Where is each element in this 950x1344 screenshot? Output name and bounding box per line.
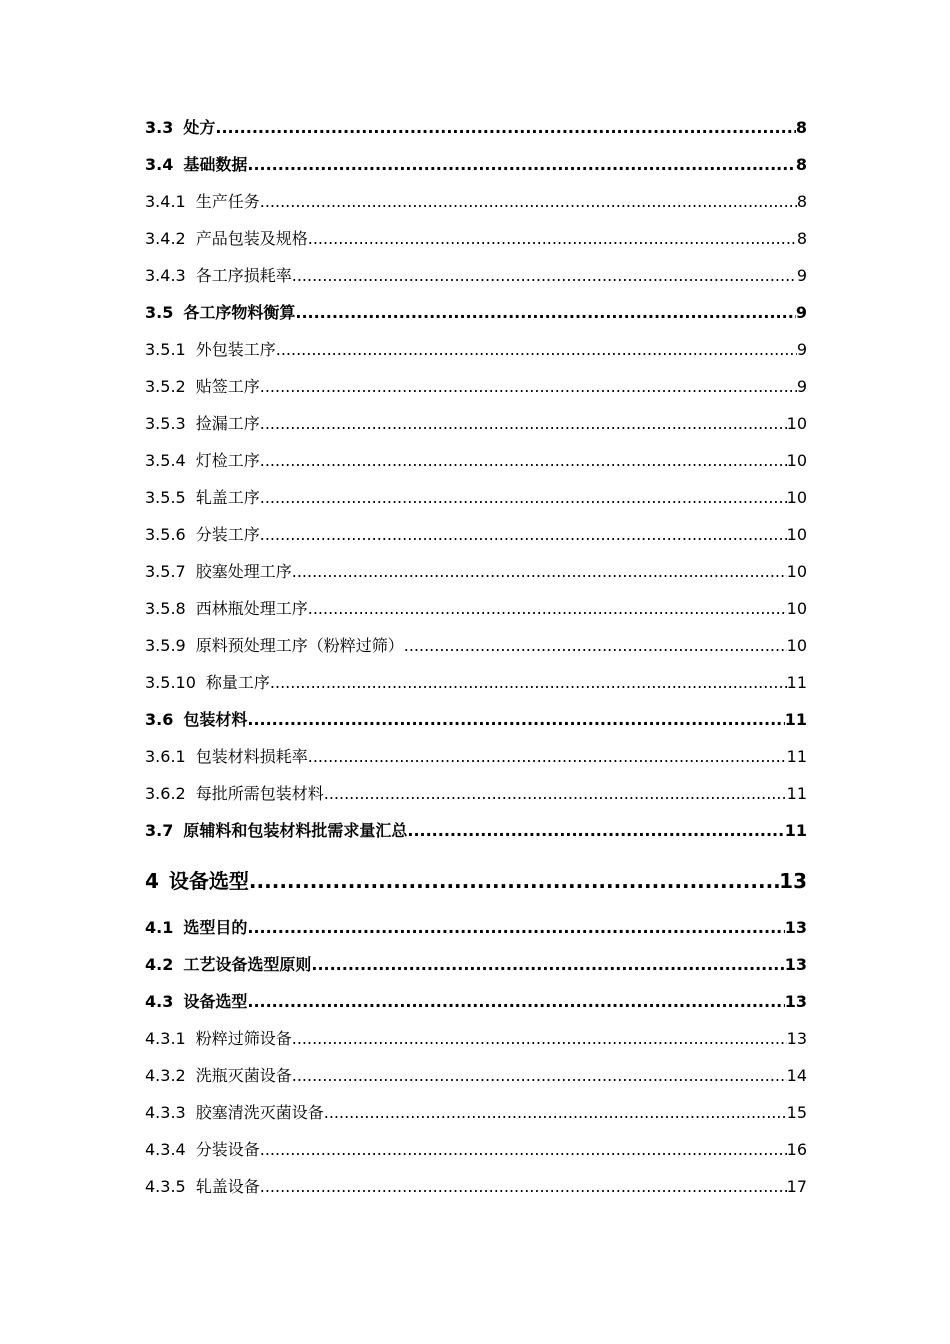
toc-dot-leader: [247, 146, 796, 183]
toc-entry[interactable]: [145, 1057, 807, 1094]
toc-entry[interactable]: [145, 946, 807, 983]
toc-entry-title: 分装工序: [195, 525, 260, 544]
toc-dot-leader: [292, 1057, 787, 1094]
toc-entry-page-number: 10: [786, 636, 807, 655]
toc-entry-number: 3.5.5: [145, 488, 186, 507]
toc-entry[interactable]: [145, 109, 807, 146]
toc-dot-leader: [292, 257, 797, 294]
toc-dot-leader: [260, 183, 797, 220]
toc-entry-number: 3.5.10: [145, 673, 196, 692]
toc-entry-number: 4.3.2: [145, 1066, 186, 1085]
toc-entry-number: 4.2: [145, 955, 174, 974]
toc-entry-title: 基础数据: [183, 155, 248, 174]
toc-entry-page-number: 11: [786, 784, 807, 803]
toc-dot-leader: [260, 405, 787, 442]
toc-entry-page-number: 10: [786, 562, 807, 581]
toc-entry-number: 3.5.6: [145, 525, 186, 544]
toc-entry-title: 各工序物料衡算: [183, 303, 296, 322]
toc-entry-page-number: 9: [796, 340, 807, 359]
toc-dot-leader: [215, 109, 796, 146]
toc-dot-leader: [324, 775, 787, 812]
toc-entry-number: 4.3.1: [145, 1029, 186, 1048]
toc-dot-leader: [276, 331, 797, 368]
toc-dot-leader: [247, 909, 784, 946]
toc-entry-page-number: 10: [786, 414, 807, 433]
toc-entry-number: 3.5.2: [145, 377, 186, 396]
toc-entry-page-number: 10: [786, 488, 807, 507]
toc-entry-number: 3.5.3: [145, 414, 186, 433]
toc-entry-page-number: 13: [786, 1029, 807, 1048]
toc-dot-leader: [404, 627, 787, 664]
toc-entry-page-number: 11: [784, 821, 807, 840]
toc-entry[interactable]: [145, 183, 807, 220]
toc-dot-leader: [260, 516, 787, 553]
toc-entry-title: 设备选型: [183, 992, 248, 1011]
toc-dot-leader: [270, 664, 787, 701]
toc-entry[interactable]: [145, 257, 807, 294]
toc-dot-leader: [324, 1094, 787, 1131]
toc-entry[interactable]: [145, 812, 807, 849]
toc-entry-title: 设备选型: [168, 869, 249, 893]
toc-entry[interactable]: [145, 590, 807, 627]
toc-entry[interactable]: [145, 442, 807, 479]
toc-entry-number: 3.4: [145, 155, 174, 174]
toc-entry[interactable]: [145, 553, 807, 590]
toc-entry-title: 每批所需包装材料: [195, 784, 324, 803]
toc-entry-page-number: 11: [786, 747, 807, 766]
toc-entry-title: 贴签工序: [195, 377, 260, 396]
toc-entry-page-number: 9: [796, 377, 807, 396]
toc-entry-title: 原辅料和包装材料批需求量汇总: [183, 821, 408, 840]
toc-entry[interactable]: [145, 146, 807, 183]
toc-entry-page-number: 8: [795, 155, 807, 174]
toc-dot-leader: [292, 1020, 787, 1057]
toc-entry[interactable]: [145, 701, 807, 738]
toc-entry[interactable]: [145, 1131, 807, 1168]
toc-entry-title: 西林瓶处理工序: [195, 599, 308, 618]
toc-entry-number: 4.3: [145, 992, 174, 1011]
toc-entry[interactable]: [145, 516, 807, 553]
toc-entry-title: 选型目的: [183, 918, 248, 937]
toc-entry-number: 4.3.3: [145, 1103, 186, 1122]
toc-entry-title: 粉粹过筛设备: [195, 1029, 292, 1048]
toc-entry-number: 3.7: [145, 821, 174, 840]
toc-entry-page-number: 10: [786, 599, 807, 618]
toc-dot-leader: [260, 479, 787, 516]
toc-entry[interactable]: [145, 294, 807, 331]
toc-entry-page-number: 8: [795, 118, 807, 137]
toc-entry-number: 3.4.2: [145, 229, 186, 248]
toc-entry-number: 3.5.9: [145, 636, 186, 655]
toc-entry[interactable]: [145, 405, 807, 442]
toc-entry-title: 捡漏工序: [195, 414, 260, 433]
toc-entry-number: 4: [145, 869, 159, 893]
toc-entry[interactable]: [145, 909, 807, 946]
toc-entry-title: 分装设备: [195, 1140, 260, 1159]
toc-entry-title: 洗瓶灭菌设备: [195, 1066, 292, 1085]
toc-entry-number: 3.5.7: [145, 562, 186, 581]
toc-entry[interactable]: [145, 331, 807, 368]
toc-dot-leader: [247, 701, 784, 738]
toc-entry-title: 称量工序: [205, 673, 270, 692]
toc-entry-number: 3.6.2: [145, 784, 186, 803]
toc-entry-number: 3.5: [145, 303, 174, 322]
toc-entry-page-number: 15: [786, 1103, 807, 1122]
toc-entry[interactable]: [145, 738, 807, 775]
toc-entry-page-number: 13: [779, 869, 807, 893]
toc-entry-title: 原料预处理工序（粉粹过筛）: [195, 636, 404, 655]
toc-entry-page-number: 13: [784, 955, 807, 974]
toc-dot-leader: [311, 946, 784, 983]
toc-entry-page-number: 8: [796, 229, 807, 248]
toc-entry-number: 4.3.5: [145, 1177, 186, 1196]
toc-entry-page-number: 9: [796, 266, 807, 285]
toc-entry-number: 3.3: [145, 118, 174, 137]
toc-entry-number: 4.3.4: [145, 1140, 186, 1159]
table-of-contents: [145, 109, 807, 1205]
toc-entry-title: 胶塞清洗灭菌设备: [195, 1103, 324, 1122]
toc-entry-title: 外包装工序: [195, 340, 276, 359]
toc-entry-page-number: 11: [784, 710, 807, 729]
toc-entry[interactable]: [145, 983, 807, 1020]
toc-entry[interactable]: [145, 775, 807, 812]
toc-entry-title: 包装材料: [183, 710, 248, 729]
toc-dot-leader: [308, 738, 787, 775]
toc-entry[interactable]: [145, 368, 807, 405]
toc-dot-leader: [308, 590, 787, 627]
toc-entry-title: 胶塞处理工序: [195, 562, 292, 581]
toc-entry-page-number: 17: [786, 1177, 807, 1196]
toc-dot-leader: [260, 1168, 787, 1205]
toc-dot-leader: [292, 553, 787, 590]
toc-entry-title: 轧盖设备: [195, 1177, 260, 1196]
toc-entry-page-number: 10: [786, 451, 807, 470]
toc-entry-title: 产品包装及规格: [195, 229, 308, 248]
toc-entry[interactable]: [145, 856, 807, 906]
toc-entry-title: 包装材料损耗率: [195, 747, 308, 766]
toc-entry[interactable]: [145, 627, 807, 664]
toc-entry-page-number: 10: [786, 525, 807, 544]
toc-entry-number: 3.4.1: [145, 192, 186, 211]
toc-entry-number: 3.6: [145, 710, 174, 729]
toc-dot-leader: [260, 368, 797, 405]
toc-entry-title: 灯检工序: [195, 451, 260, 470]
toc-entry-title: 生产任务: [195, 192, 260, 211]
toc-entry-page-number: 13: [784, 918, 807, 937]
toc-entry[interactable]: [145, 664, 807, 701]
toc-entry-page-number: 9: [795, 303, 807, 322]
toc-entry-title: 轧盖工序: [195, 488, 260, 507]
toc-entry[interactable]: [145, 220, 807, 257]
toc-entry-number: 3.4.3: [145, 266, 186, 285]
toc-entry-title: 各工序损耗率: [195, 266, 292, 285]
toc-entry[interactable]: [145, 1168, 807, 1205]
toc-entry-page-number: 14: [786, 1066, 807, 1085]
toc-entry-title: 处方: [183, 118, 216, 137]
toc-entry[interactable]: [145, 479, 807, 516]
toc-entry-page-number: 16: [786, 1140, 807, 1159]
toc-entry-page-number: 11: [786, 673, 807, 692]
toc-entry-number: 3.6.1: [145, 747, 186, 766]
toc-dot-leader: [295, 294, 796, 331]
toc-entry[interactable]: [145, 1020, 807, 1057]
toc-entry-number: 3.5.4: [145, 451, 186, 470]
toc-entry-title: 工艺设备选型原则: [183, 955, 312, 974]
toc-entry-number: 3.5.1: [145, 340, 186, 359]
toc-dot-leader: [407, 812, 784, 849]
toc-entry-page-number: 8: [796, 192, 807, 211]
toc-dot-leader: [308, 220, 797, 257]
toc-dot-leader: [247, 983, 784, 1020]
toc-entry-number: 3.5.8: [145, 599, 186, 618]
toc-dot-leader: [260, 442, 787, 479]
toc-dot-leader: [260, 1131, 787, 1168]
toc-entry[interactable]: [145, 1094, 807, 1131]
toc-entry-page-number: 13: [784, 992, 807, 1011]
toc-dot-leader: [249, 856, 779, 906]
toc-entry-number: 4.1: [145, 918, 174, 937]
